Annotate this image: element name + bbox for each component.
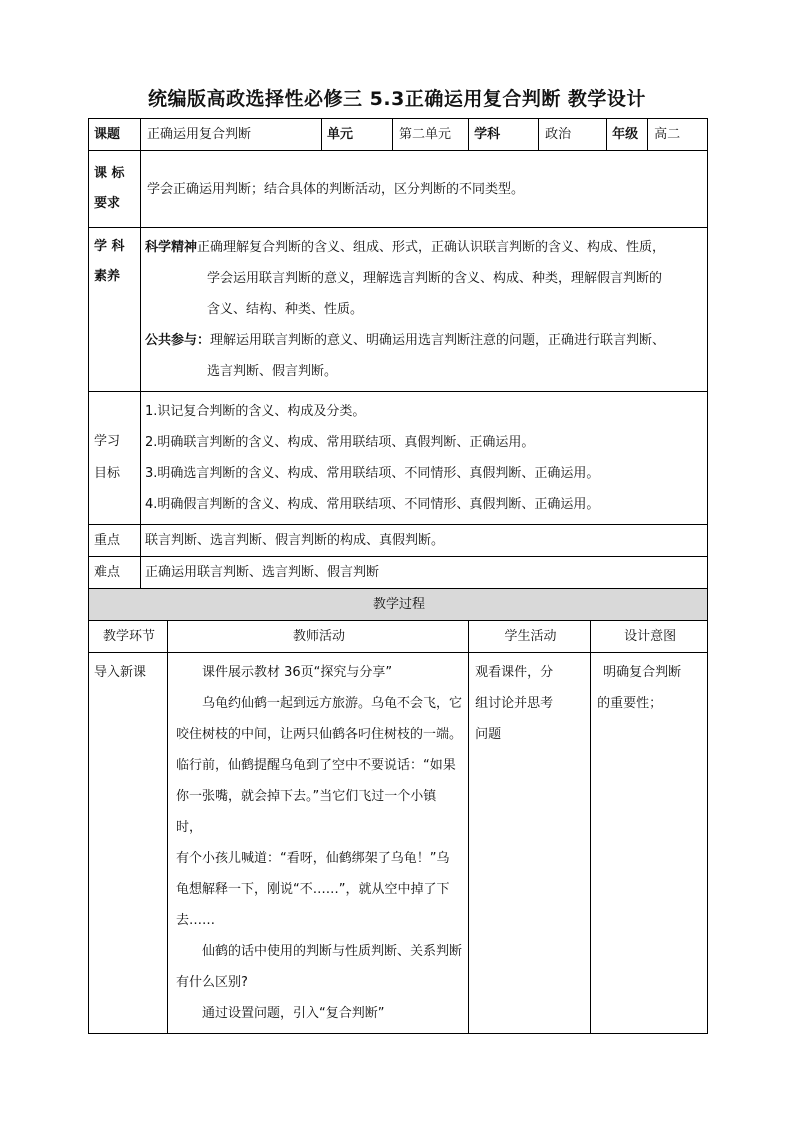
student-line: 组讨论并思考: [475, 696, 554, 711]
teacher-line: 乌龟约仙鹤一起到远方旅游。乌龟不会飞，它: [202, 696, 463, 711]
objective-item: 4.明确假言判断的含义、构成、常用联结项、不同情形、真假判断、正确运用。: [145, 497, 600, 512]
public-participation-heading: 公共参与：: [145, 333, 211, 348]
step-intro: 导入新课: [89, 653, 168, 1034]
student-line: 观看课件，分: [475, 665, 554, 680]
standard-label-line1: 课 标: [94, 166, 125, 181]
topic-label: 课题: [89, 119, 141, 151]
teacher-line: 你一张嘴，就会掉下去。”当它们飞过一个小镇时，: [176, 789, 437, 835]
topic-value: 正确运用复合判断: [141, 119, 322, 151]
teacher-line: 去……: [176, 913, 216, 928]
intent-line: 明确复合判断: [603, 665, 682, 680]
intent-line: 的重要性；: [597, 696, 663, 711]
grade-label: 年级: [607, 119, 648, 151]
public-participation-line1: 理解运用联言判断的意义、明确运用选言判断注意的问题，正确进行联言判断、: [210, 333, 666, 348]
subject-value: 政治: [539, 119, 607, 151]
unit-value: 第二单元: [393, 119, 469, 151]
lesson-plan-table: [88, 118, 707, 1034]
objective-item: 3.明确选言判断的含义、构成、常用联结项、不同情形、真假判断、正确运用。: [145, 466, 600, 481]
col-header-teacher: 教师活动: [168, 621, 469, 653]
subject-label: 学科: [469, 119, 539, 151]
sci-spirit-line1: 正确理解复合判断的含义、组成、形式，正确认识联言判断的含义、构成、性质，: [197, 240, 666, 255]
objectives-label-line2: 目标: [94, 466, 121, 481]
teacher-line: 通过设置问题，引入“复合判断”: [202, 1006, 385, 1021]
objectives-label-line1: 学习: [94, 434, 121, 449]
standard-label-line2: 要求: [94, 196, 121, 211]
col-header-intent: 设计意图: [591, 621, 708, 653]
teacher-line: 课件展示教材 36页“探究与分享”: [202, 665, 393, 680]
teacher-line: 仙鹤的话中使用的判断与性质判断、关系判断: [202, 944, 463, 959]
teacher-line: 龟想解释一下，刚说“不……”，就从空中掉了下: [176, 882, 450, 897]
literacy-label-line1: 学 科: [94, 239, 125, 254]
teacher-line: 有个小孩儿喊道：“看呀，仙鹤绑架了乌龟！”乌: [176, 851, 450, 866]
key-points-text: 联言判断、选言判断、假言判断的构成、真假判断。: [141, 525, 708, 557]
col-header-student: 学生活动: [469, 621, 591, 653]
difficult-points-label: 难点: [89, 557, 141, 589]
objective-item: 1.识记复合判断的含义、构成及分类。: [145, 404, 366, 419]
objective-item: 2.明确联言判断的含义、构成、常用联结项、真假判断、正确运用。: [145, 435, 535, 450]
sci-spirit-heading: 科学精神: [145, 240, 198, 255]
teacher-line: 咬住树枝的中间，让两只仙鹤各叼住树枝的一端。: [176, 727, 463, 742]
grade-value: 高二: [648, 119, 708, 151]
sci-spirit-line3: 含义、结构、种类、性质。: [207, 302, 364, 317]
public-participation-line2: 选言判断、假言判断。: [207, 364, 338, 379]
sci-spirit-line2: 学会运用联言判断的意义，理解选言判断的含义、构成、种类，理解假言判断的: [207, 271, 663, 286]
literacy-label-line2: 素养: [94, 269, 121, 284]
key-points-label: 重点: [89, 525, 141, 557]
document-title: 统编版高政选择性必修三 5.3正确运用复合判断 教学设计: [148, 88, 646, 110]
process-heading: 教学过程: [89, 589, 708, 621]
col-header-step: 教学环节: [89, 621, 168, 653]
difficult-points-text: 正确运用联言判断、选言判断、假言判断: [141, 557, 708, 589]
teacher-line: 有什么区别?: [176, 975, 248, 990]
student-line: 问题: [475, 727, 502, 742]
unit-label: 单元: [322, 119, 393, 151]
teacher-line: 临行前，仙鹤提醒乌龟到了空中不要说话：“如果: [176, 758, 456, 773]
standard-text: 学会正确运用判断；结合具体的判断活动，区分判断的不同类型。: [141, 151, 708, 228]
